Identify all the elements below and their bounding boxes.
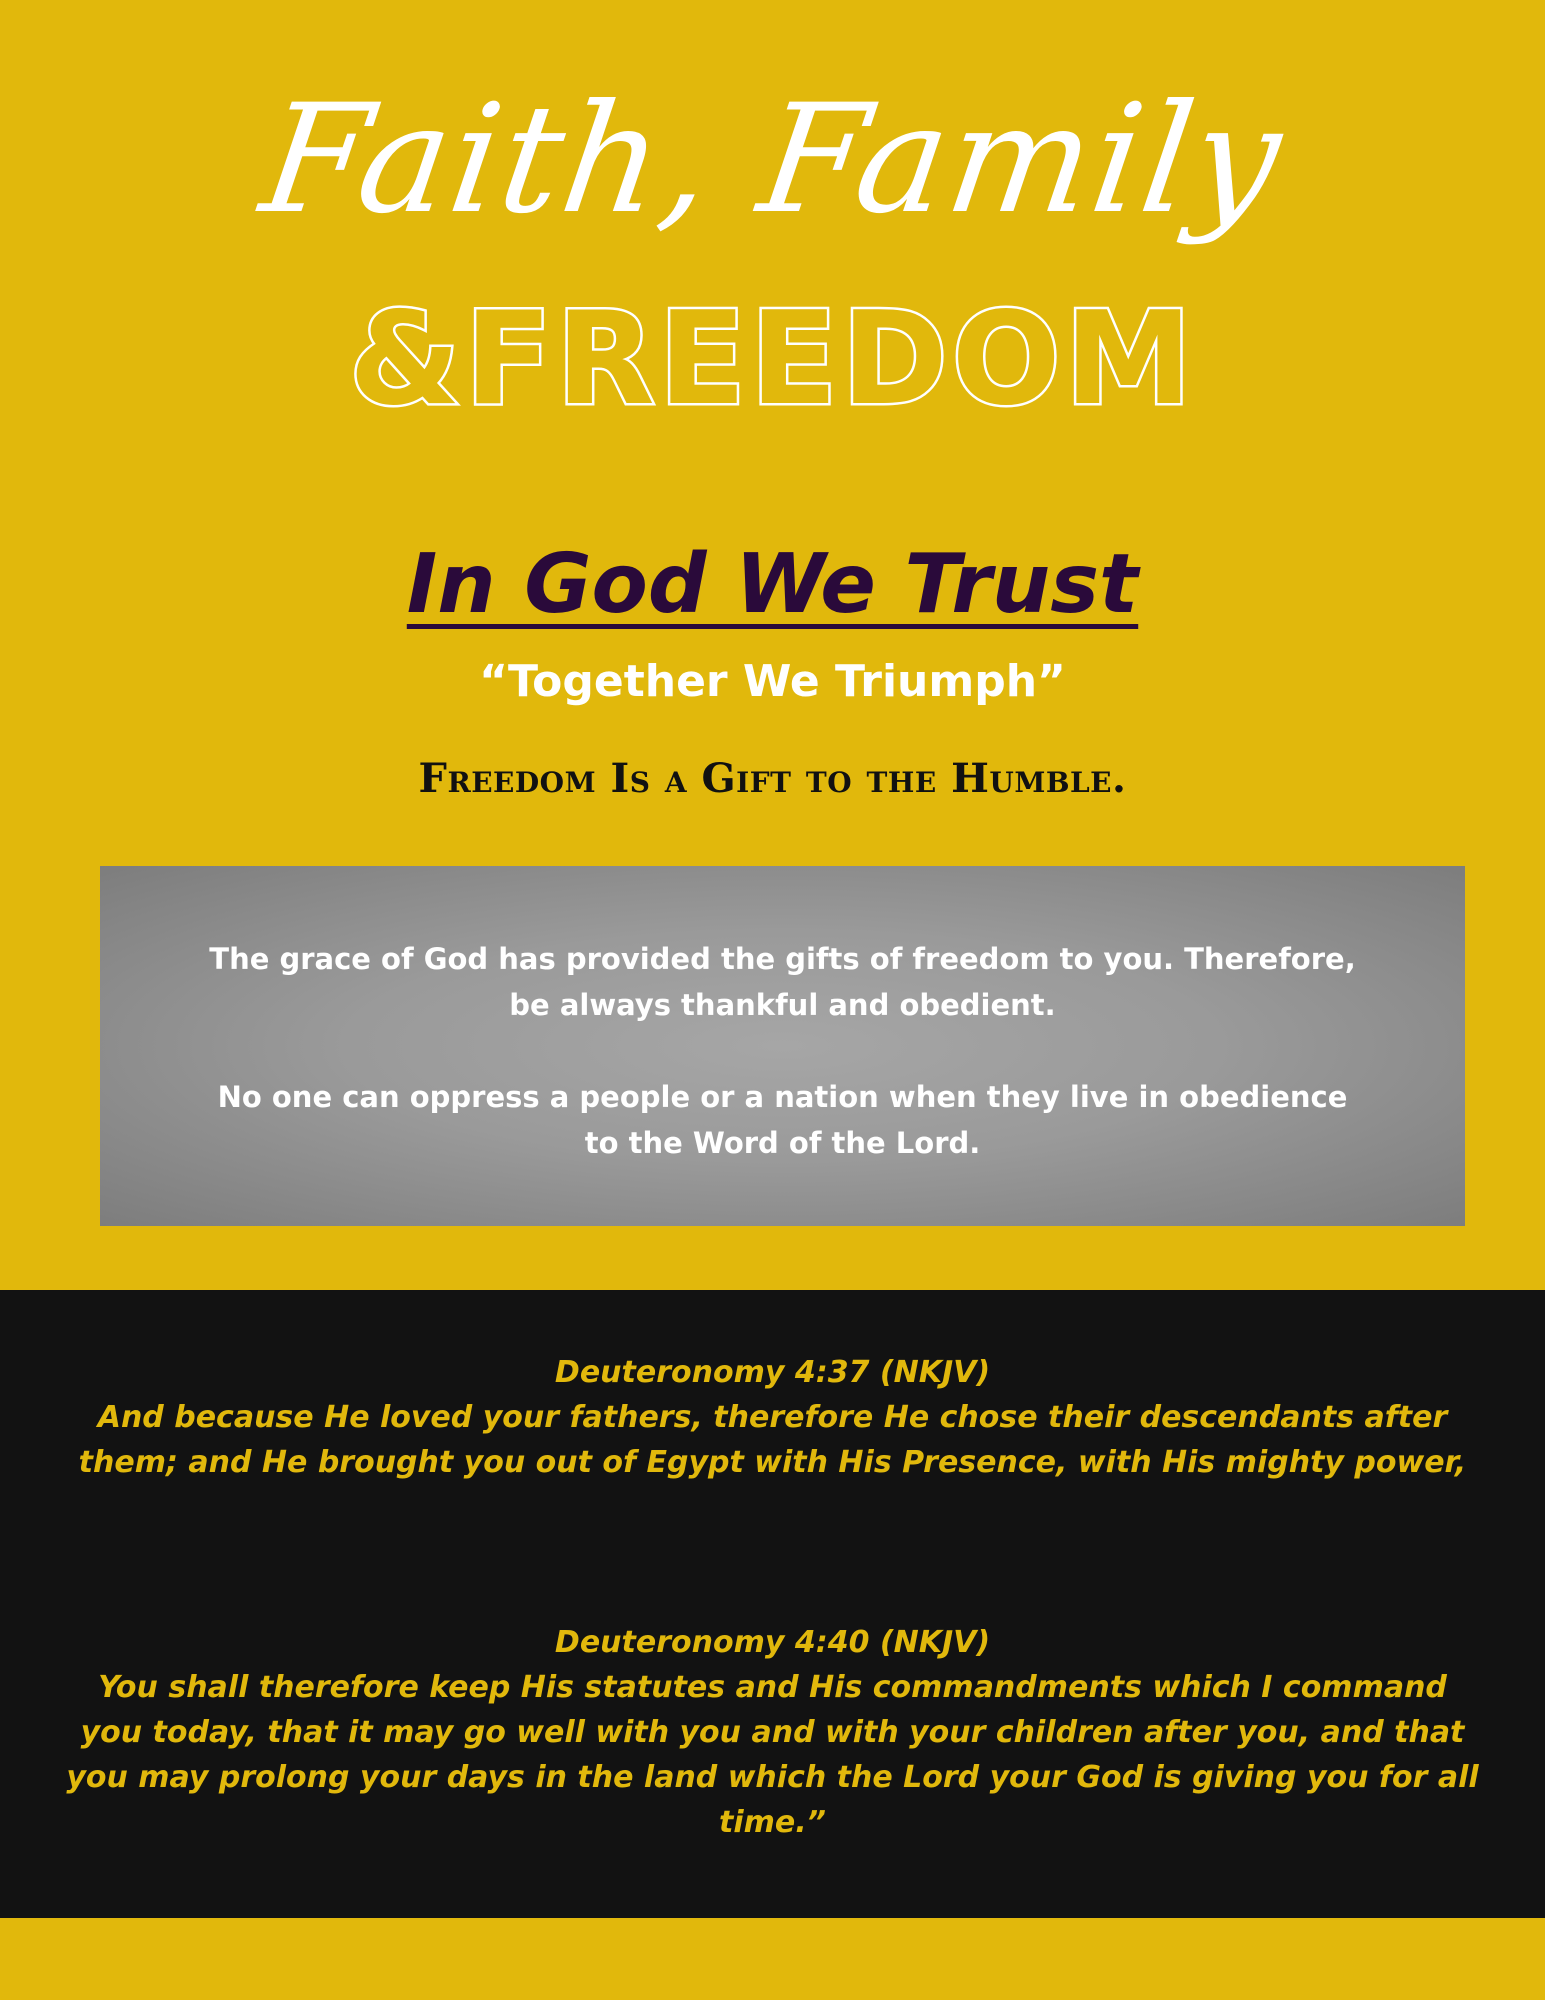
tagline: “Together We Triumph” bbox=[479, 656, 1066, 707]
verse-reference-2: Deuteronomy 4:40 (NKJV) bbox=[554, 1625, 991, 1660]
block-title-word: FREEDOM bbox=[464, 285, 1196, 434]
verse-text-1: And because He loved your fathers, therefore He chose their descendants after them; and He brought you out of Egypt with His Presence, with His mighty power, bbox=[78, 1400, 1467, 1480]
message-paragraph-1: The grace of God has provided the gifts of freedom to you. Therefore, be always thankful and obedient. bbox=[209, 942, 1356, 1022]
verse-text-2: You shall therefore keep His statutes and His commandments which I command you today, that it may go well with you and with your children after you, and that you may prolong your days in the land which the Lord your God is giving you for all time.” bbox=[66, 1670, 1479, 1840]
verse-block-1 bbox=[0, 1350, 1545, 1485]
message-box bbox=[100, 866, 1465, 1226]
motto-heading bbox=[0, 530, 1545, 640]
script-title: Faith, Family bbox=[252, 73, 1293, 247]
verse-block-2 bbox=[0, 1620, 1545, 1845]
gift-line: Freedom Is a Gift to the Humble. bbox=[418, 755, 1127, 802]
block-title-ampersand: & bbox=[349, 285, 465, 434]
message-paragraph-2: No one can oppress a people or a nation when they live in obedience to the Word of the Lord. bbox=[217, 1080, 1348, 1160]
motto-text: In God We Trust bbox=[406, 537, 1139, 632]
block-title bbox=[0, 285, 1545, 435]
verse-reference-1: Deuteronomy 4:37 (NKJV) bbox=[554, 1355, 991, 1390]
